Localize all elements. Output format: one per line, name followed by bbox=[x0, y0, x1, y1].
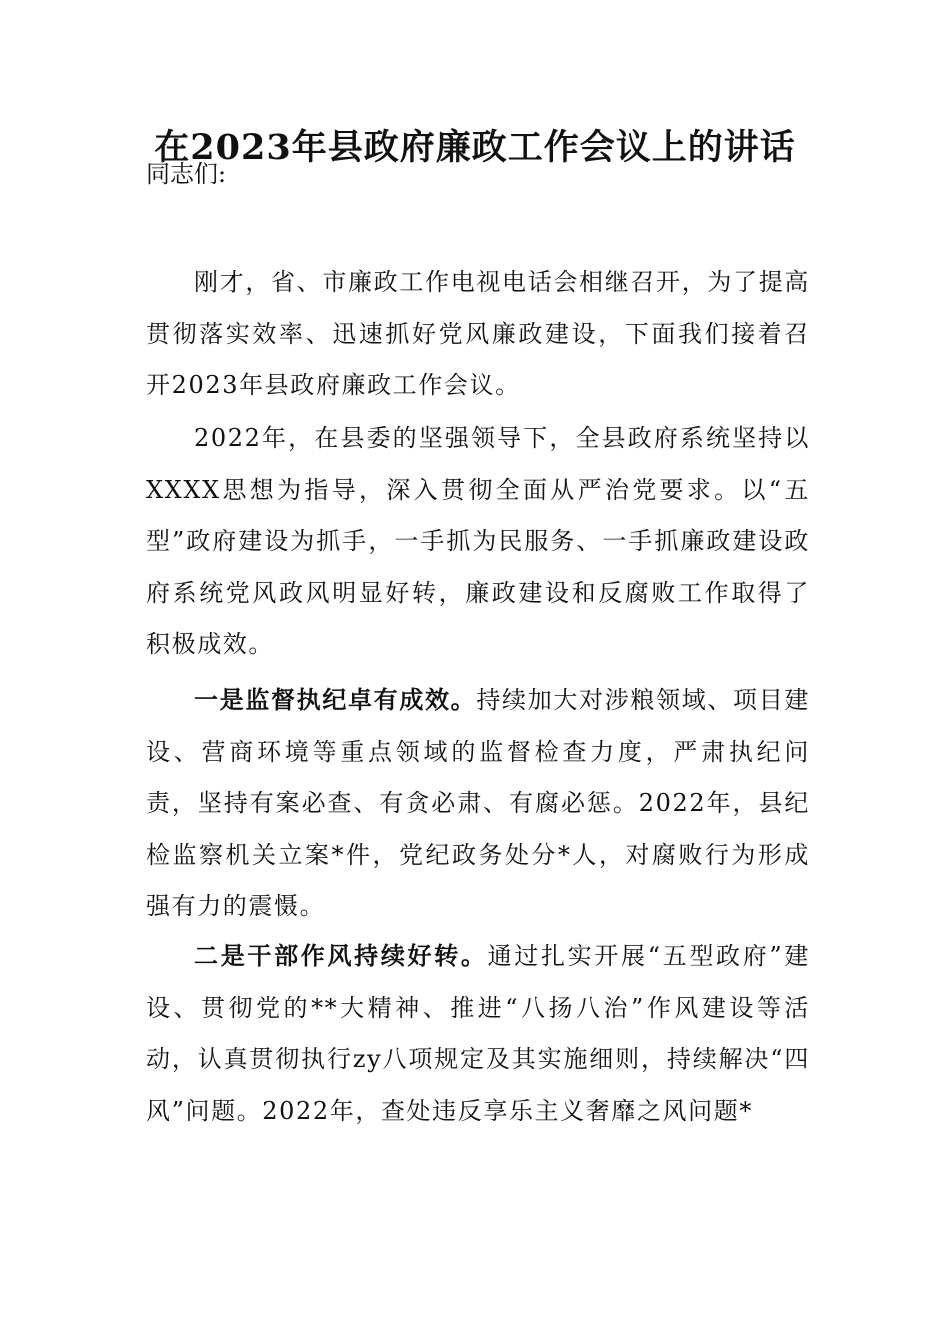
paragraph-3-lead: 一是监督执纪卓有成效。 bbox=[194, 685, 477, 714]
paragraph-3 bbox=[146, 674, 810, 933]
paragraph-1-text: 刚才，省、市廉政工作电视电话会相继召开，为了提高贯彻落实效率、迅速抓好党风廉政建设，下面我们接着召开2023年县政府廉政工作会议。 bbox=[146, 268, 810, 399]
salutation: 同志们: bbox=[146, 160, 227, 188]
paragraph-2-text: 2022年，在县委的坚强领导下，全县政府系统坚持以XXXX思想为指导，深入贯彻全面从严治党要求。以“五型”政府建设为抓手，一手抓为民服务、一手抓廉政建设政府系统党风政风明显好转，廉政建设和反腐败工作取得了积极成效。 bbox=[146, 424, 810, 658]
paragraph-4 bbox=[146, 930, 810, 1137]
paragraph-3-text: 持续加大对涉粮领域、项目建设、营商环境等重点领域的监督检查力度，严肃执纪问责，坚持有案必查、有贪必肃、有腐必惩。2022年，县纪检监察机关立案*件，党纪政务处分*人，对腐败行为形成强有力的震慑。 bbox=[146, 686, 810, 920]
paragraph-2 bbox=[146, 412, 810, 671]
paragraph-4-text: 通过扎实开展“五型政府”建设、贯彻党的**大精神、推进“八扬八治”作风建设等活动，认真贯彻执行zy八项规定及其实施细则，持续解决“四风”问题。2022年，查处违反享乐主义奢靡之风问题* bbox=[146, 942, 810, 1125]
document-title: 在2023年县政府廉政工作会议上的讲话 bbox=[154, 127, 796, 168]
paragraph-1 bbox=[146, 256, 810, 412]
paragraph-4-lead: 二是干部作风持续好转。 bbox=[194, 941, 488, 970]
